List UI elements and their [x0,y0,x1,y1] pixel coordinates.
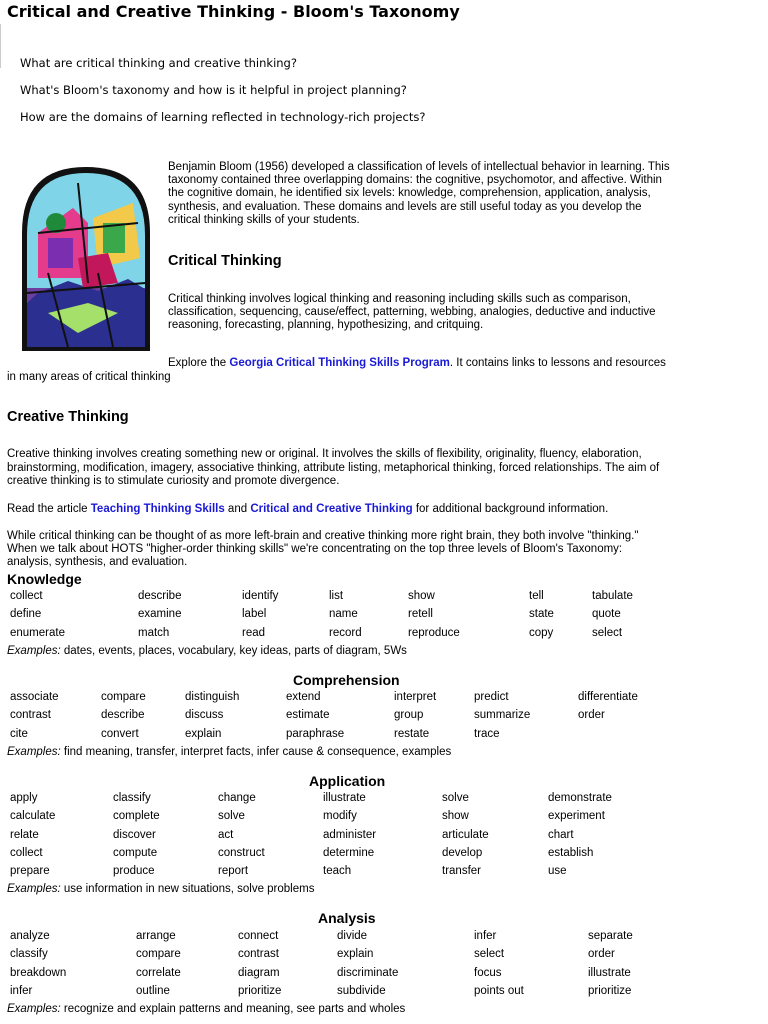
verb-cell: enumerate [10,626,65,639]
verb-cell: describe [101,709,145,722]
verb-cell: convert [101,727,139,740]
verb-cell: experiment [548,810,605,823]
question-2: What's Bloom's taxonomy and how is it helpful in project planning? [20,83,407,97]
verb-cell: show [408,590,435,602]
read-and: and [224,503,251,515]
verb-cell: separate [588,930,633,942]
verb-cell: collect [10,590,43,602]
verb-cell: explain [337,948,374,961]
intro-line: taxonomy contained three overlapping domains: the cognitive, psychomotor, and affective. Within [168,174,662,186]
verb-cell: administer [323,828,377,841]
knowledge-examples [7,645,407,657]
verb-cell: produce [113,865,155,878]
verb-cell: discuss [185,709,224,722]
verb-cell: classify [113,792,151,804]
verb-cell: classify [10,948,48,961]
critical-creative-thinking-link[interactable]: Critical and Creative Thinking [250,503,413,515]
creative-line: brainstorming, modification, imagery, associative thinking, attribute listing, metaphorical thinking, forced relationships. The aim of [7,462,660,474]
intro-line: Benjamin Bloom (1956) developed a classification of levels of intellectual behavior in learning. This [168,161,670,173]
verb-cell: discover [113,828,156,841]
verb-cell: list [329,590,344,602]
explore-line [168,357,666,370]
verb-cell: show [442,810,469,823]
verb-cell: use [548,865,567,878]
verb-cell: infer [10,984,33,997]
verb-cell: teach [323,865,352,878]
read-articles-line [7,503,608,516]
comprehension-examples [7,746,451,758]
examples-text: recognize and explain patterns and meaning, see parts and wholes [60,1003,406,1015]
verb-cell: change [218,792,256,804]
verb-cell: contrast [10,709,51,722]
read-suffix: for additional background information. [412,503,609,515]
verb-cell: complete [113,810,160,823]
verb-cell: order [588,948,615,961]
verb-cell: name [329,608,358,621]
verb-cell: collect [10,846,43,859]
verb-cell: paraphrase [286,727,345,740]
verb-cell: describe [138,590,182,602]
verb-cell: illustrate [323,792,366,804]
verb-cell: group [394,709,424,722]
verb-cell: contrast [238,948,279,961]
hots-line: While critical thinking can be thought of as more left-brain and creative thinking more right brain, they both involve "thinking." [7,530,639,542]
verb-cell: analyze [10,930,50,942]
verb-cell: read [242,626,266,639]
verb-cell: correlate [136,966,181,979]
analysis-examples [7,1003,405,1015]
analysis-heading: Analysis [318,910,376,926]
knowledge-heading: Knowledge [7,571,82,587]
verb-cell: extend [286,691,321,703]
verb-cell: arrange [136,930,176,942]
examples-text: find meaning, transfer, interpret facts, infer cause & consequence, examples [60,746,452,758]
verb-cell: compare [136,948,181,961]
verb-cell: solve [442,792,469,804]
verb-cell: select [592,626,623,639]
stained-glass-illustration [18,163,154,353]
verb-cell: record [329,626,362,639]
verb-cell: develop [442,846,483,859]
verb-cell: copy [529,626,554,639]
verb-cell: discriminate [337,966,399,979]
verb-cell: match [138,626,170,639]
verb-cell: restate [394,727,430,740]
verb-cell: report [218,865,249,878]
verb-cell: interpret [394,691,437,703]
teaching-thinking-skills-link[interactable]: Teaching Thinking Skills [90,503,225,515]
verb-cell: define [10,608,42,621]
verb-cell: illustrate [588,966,631,979]
verb-cell: articulate [442,828,489,841]
explore-prefix: Explore the [168,357,230,369]
examples-text: use information in new situations, solve problems [60,883,315,895]
intro-line: synthesis, and evaluation. These domains and levels are still useful today as you develop the [168,201,642,213]
hots-line: analysis, synthesis, and evaluation. [7,556,188,568]
verb-cell: quote [592,608,621,621]
verb-cell: prepare [10,865,50,878]
examples-label: Examples: [7,746,61,758]
verb-cell: trace [474,727,500,740]
verb-cell: distinguish [185,691,240,703]
left-divider [0,24,1,68]
verb-cell: prioritize [588,984,632,997]
verb-cell: demonstrate [548,792,612,804]
verb-cell: differentiate [578,691,638,703]
hots-line: When we talk about HOTS "higher-order thinking skills" we're concentrating on the top three levels of Bloom's Taxonomy: [7,543,623,555]
verb-cell: associate [10,691,59,703]
verb-cell: act [218,828,234,841]
verb-cell: select [474,948,505,961]
critical-line: Critical thinking involves logical thinking and reasoning including skills such as comparison, [168,293,631,305]
verb-cell: order [578,709,605,722]
verb-cell: compute [113,846,158,859]
verb-cell: summarize [474,709,531,722]
verb-cell: subdivide [337,984,386,997]
intro-line: critical thinking skills of your students. [168,214,360,226]
critical-line: classification, sequencing, cause/effect, patterning, webbing, analogies, deductive and inductive [168,306,656,318]
verb-cell: divide [337,930,368,942]
verb-cell: explain [185,727,222,740]
verb-cell: retell [408,608,433,621]
verb-cell: examine [138,608,182,621]
verb-cell: apply [10,792,38,804]
verb-cell: chart [548,828,574,841]
creative-line: creative thinking is to stimulate curiosity and promote divergence. [7,475,340,487]
verb-cell: breakdown [10,966,67,979]
verb-cell: connect [238,930,279,942]
verb-cell: cite [10,727,28,740]
creative-line: Creative thinking involves creating something new or original. It involves the skills of flexibility, originality, fluency, elaboration, [7,448,642,460]
verb-cell: reproduce [408,626,460,639]
verb-cell: transfer [442,865,481,878]
verb-cell: points out [474,984,524,997]
verb-cell: relate [10,828,39,841]
verb-cell: determine [323,846,375,859]
page-title: Critical and Creative Thinking - Bloom's Taxonomy [7,2,460,21]
verb-cell: label [242,608,267,621]
intro-line: the cognitive domain, he identified six levels: knowledge, comprehension, application, analysis, [168,187,651,199]
verb-cell: solve [218,810,245,823]
examples-label: Examples: [7,883,61,895]
verb-cell: tabulate [592,590,633,602]
verb-cell: compare [101,691,146,703]
verb-cell: state [529,608,554,621]
verb-cell: tell [529,590,544,602]
verb-cell: establish [548,846,594,859]
verb-cell: prioritize [238,984,282,997]
georgia-program-link[interactable]: Georgia Critical Thinking Skills Program [229,357,450,369]
verb-cell: infer [474,930,497,942]
verb-cell: outline [136,984,170,997]
comprehension-heading: Comprehension [293,672,400,688]
verb-cell: estimate [286,709,330,722]
question-3: How are the domains of learning reflected in technology-rich projects? [20,110,426,124]
verb-cell: identify [242,590,279,602]
examples-text: dates, events, places, vocabulary, key ideas, parts of diagram, 5Ws [60,645,407,657]
verb-cell: calculate [10,810,56,823]
verb-cell: modify [323,810,357,823]
question-1: What are critical thinking and creative thinking? [20,56,297,70]
application-heading: Application [309,773,386,789]
verb-cell: diagram [238,966,280,979]
explore-line-2: in many areas of critical thinking [7,371,171,383]
critical-thinking-heading: Critical Thinking [168,253,282,269]
read-prefix: Read the article [7,503,91,515]
examples-label: Examples: [7,645,61,657]
creative-thinking-heading: Creative Thinking [7,409,129,425]
critical-line: reasoning, forecasting, planning, hypothesizing, and critquing. [168,319,484,331]
application-examples [7,883,314,895]
verb-cell: construct [218,846,265,859]
verb-cell: predict [474,691,509,703]
examples-label: Examples: [7,1003,61,1015]
explore-suffix: . It contains links to lessons and resources [449,357,666,369]
verb-cell: focus [474,966,502,979]
